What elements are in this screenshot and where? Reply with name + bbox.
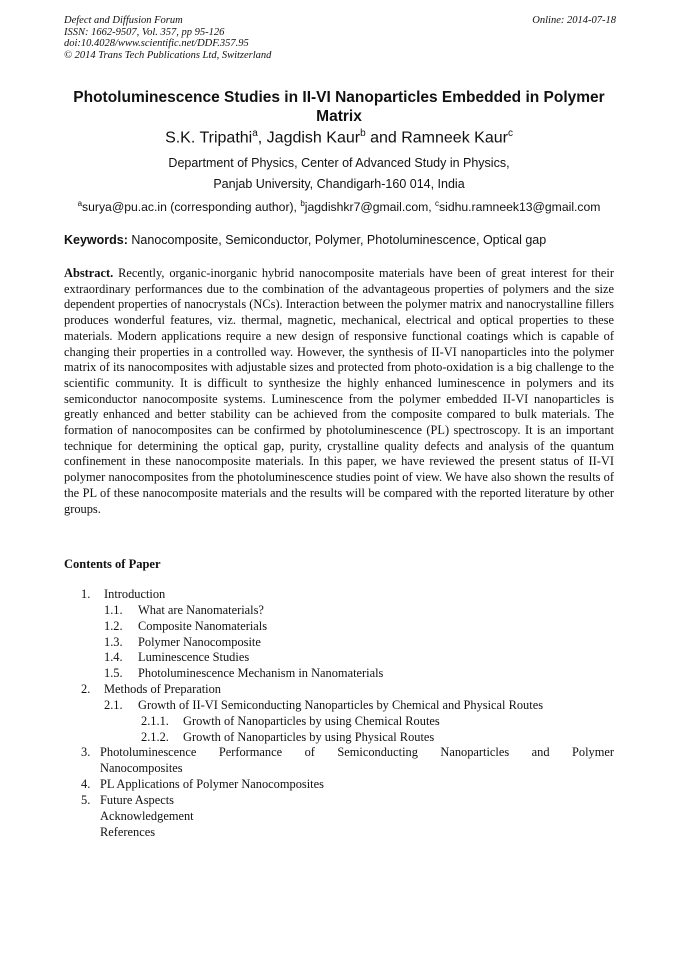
contents-heading: Contents of Paper — [64, 557, 161, 571]
author-emails — [64, 199, 614, 214]
toc-item — [0, 825, 678, 841]
email-marker: a — [77, 199, 83, 208]
affiliation-line: Department of Physics, Center of Advanced Study in Physics, — [168, 156, 510, 170]
author-marker: c — [507, 128, 513, 139]
toc-item — [0, 666, 678, 682]
toc-item — [0, 650, 678, 666]
toc-item — [0, 603, 678, 619]
toc-label: Polymer Nanocomposite — [138, 634, 261, 649]
journal-header — [64, 15, 271, 61]
toc-label: Methods of Preparation — [104, 682, 221, 697]
author-separator: and — [365, 129, 402, 147]
toc-item — [0, 587, 678, 603]
abstract-label: Abstract. — [64, 266, 114, 280]
toc-item — [0, 777, 678, 793]
keywords — [64, 233, 546, 247]
author-marker: a — [252, 128, 258, 139]
toc-item — [0, 698, 678, 714]
email-marker: b — [300, 199, 305, 208]
toc-item-continued — [0, 761, 678, 777]
toc-item — [0, 809, 678, 825]
author-name: Ramneek Kaur — [401, 129, 508, 147]
toc-number: 1.4. — [104, 650, 123, 665]
toc-item — [0, 682, 678, 698]
author-name: S.K. Tripathi — [165, 129, 253, 147]
journal-issn: ISSN: 1662-9507, Vol. 357, pp 95-126 — [64, 26, 225, 38]
toc-item — [0, 730, 678, 746]
toc-label: Photoluminescence Performance of Semiconducting Nanoparticles and Polymer — [100, 745, 614, 760]
toc-label: Luminescence Studies — [138, 650, 250, 665]
toc-number: 2.1.1. — [141, 713, 169, 728]
toc-item — [0, 714, 678, 730]
email-address: surya@pu.ac.in (corresponding author), — [82, 200, 301, 215]
paper-title: Photoluminescence Studies in II-VI Nanoparticles Embedded in Polymer Matrix — [73, 89, 605, 125]
toc-label: Composite Nanomaterials — [138, 618, 268, 633]
toc-label: Growth of II-VI Semiconducting Nanoparticles by Chemical and Physical Routes — [138, 697, 544, 712]
abstract-text: Recently, organic-inorganic hybrid nanocomposite materials have been of great interest for their extraordinary performances due to the combination of the advantageous properties of polymers and the size dependent properties of nanocrystals (NCs). Interaction between the polymer matrix and nanocrystalline fillers produces wonderful features, viz. thermal, magnetic, mechanical, electrical and optical properties to these materials. Modern applications require a new design of responsive functional coatings which is capable of changing their properties in a controlled way. However, the synthesis of II-VI nanoparticles into the polymer matrix of its nanocomposites with adjustable sizes and protected from photo-oxidation is a big challenge to the scientific community. It is difficult to synthesize the highly enhanced luminescence in polymers and its semiconductor nanocomposite systems. Luminescence from the polymer embedded II-VI nanoparticles is greatly enhanced and better stability can be achieved from the composite compared to bulk materials. The formation of nanocomposites can be confirmed by photoluminescence (PL) spectroscopy. It is an important technique for determining the optical gap, purity, crystalline quality defects and analysis of the quantum confinement in these nanocomposite materials. In this paper, we have reviewed the present status of II-VI polymer nanocomposites from the photoluminescence studies point of view. We have also shown the results of the PL of these nanocomposite materials and the results will be compared with the reported literature by other groups. — [64, 266, 614, 516]
toc-number: 2.1.2. — [141, 729, 169, 744]
toc-number: 4. — [81, 777, 91, 792]
email-marker: c — [435, 199, 440, 208]
toc-number: 2.1. — [104, 697, 123, 712]
table-of-contents — [0, 587, 678, 841]
keywords-label: Keywords: — [64, 233, 128, 247]
toc-label: Nanocomposites — [100, 761, 183, 776]
toc-label: Growth of Nanoparticles by using Physical Routes — [183, 729, 435, 744]
toc-item — [0, 619, 678, 635]
toc-label: Growth of Nanoparticles by using Chemical Routes — [183, 713, 440, 728]
toc-label: Introduction — [104, 587, 166, 601]
toc-number: 1.3. — [104, 634, 123, 649]
toc-item — [0, 745, 678, 761]
toc-label: References — [100, 824, 156, 839]
toc-number: 5. — [81, 792, 91, 807]
abstract — [64, 266, 614, 517]
toc-label: Photoluminescence Mechanism in Nanomaterials — [138, 666, 384, 681]
toc-item — [0, 635, 678, 651]
author-list — [64, 128, 614, 147]
toc-number: 1.2. — [104, 618, 123, 633]
journal-doi: doi:10.4028/www.scientific.net/DDF.357.95 — [64, 38, 249, 49]
toc-number: 3. — [81, 745, 91, 760]
affiliation-line: Panjab University, Chandigarh-160 014, India — [213, 177, 465, 191]
toc-number: 1.5. — [104, 666, 123, 681]
toc-number: 1.1. — [104, 602, 123, 617]
journal-copyright: © 2014 Trans Tech Publications Ltd, Switzerland — [64, 49, 272, 61]
toc-item — [0, 793, 678, 809]
email-address: sidhu.ramneek13@gmail.com — [439, 200, 601, 215]
toc-number: 2. — [81, 682, 91, 697]
journal-name: Defect and Diffusion Forum — [64, 15, 183, 26]
toc-number: 1. — [81, 587, 91, 601]
email-address: jagdishkr7@gmail.com, — [304, 200, 436, 215]
toc-label: Future Aspects — [100, 792, 174, 807]
toc-label: What are Nanomaterials? — [138, 602, 264, 617]
toc-label: PL Applications of Polymer Nanocomposites — [100, 777, 324, 792]
author-separator: , — [257, 129, 267, 147]
author-marker: b — [360, 128, 366, 139]
keywords-text: Nanocomposite, Semiconductor, Polymer, Photoluminescence, Optical gap — [131, 233, 547, 247]
toc-label: Acknowledgement — [100, 808, 194, 823]
author-name: Jagdish Kaur — [266, 129, 361, 147]
online-date: Online: 2014-07-18 — [532, 15, 616, 26]
